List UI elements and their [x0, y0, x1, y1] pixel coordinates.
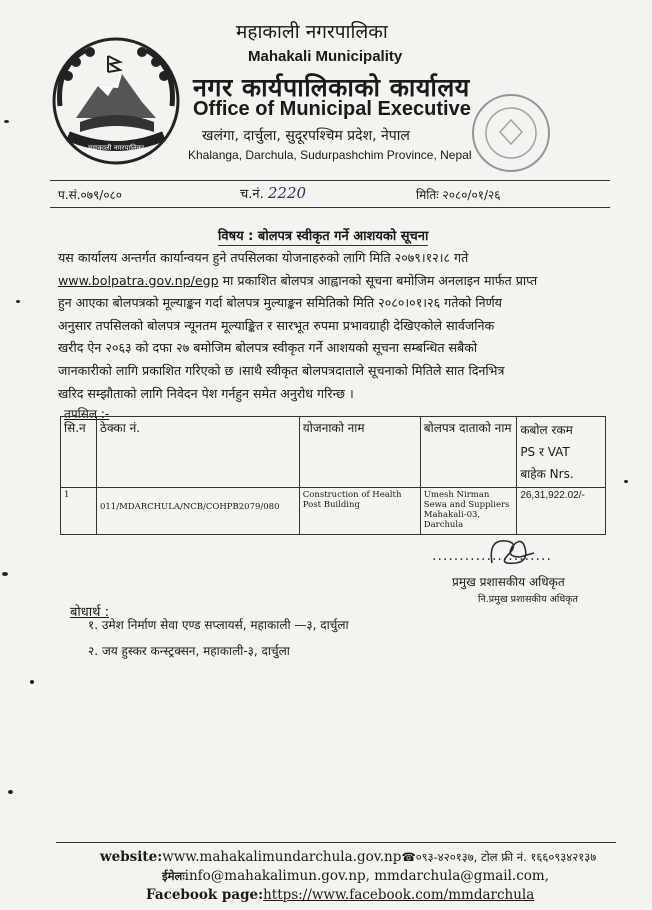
body-line: जानकारीको लागि प्रकाशित गरिएको छ ।साथै स्वीकृत बोलपत्रदाताले सूचनाको मितिले सात दिनभित्र: [58, 362, 505, 378]
signatory-title: प्रमुख प्रशासकीय अधिकृत: [452, 575, 565, 589]
scan-speck: [30, 680, 34, 684]
email-label: ईमेलः: [162, 869, 185, 883]
scan-speck: [16, 300, 20, 303]
signature-line: ......................: [432, 548, 552, 564]
address-np: खलंगा, दार्चुला, सुदूरपश्चिम प्रदेश, नेपाल: [202, 128, 410, 144]
municipality-name-np: महाकाली नगरपालिका: [236, 21, 388, 43]
municipality-emblem: [46, 36, 186, 166]
dispatch-value: 2220: [267, 184, 307, 202]
header-amount-line1: कबोल रकम: [520, 423, 573, 437]
cell-contract-no: [96, 488, 299, 535]
cell-bidder-name: Umesh Nirman Sewa and Suppliers Mahakali-03, Darchula: [420, 488, 517, 535]
footer-website: [100, 849, 596, 865]
email-value[interactable]: info@mahakalimun.gov.np, mmdarchula@gmail.com,: [184, 868, 549, 884]
details-label: तपसिल :-: [64, 407, 110, 421]
footer-email: [162, 868, 549, 884]
table-row: [61, 488, 606, 535]
facebook-link[interactable]: https://www.facebook.com/mmdarchula: [263, 887, 535, 903]
municipality-name-en: Mahakali Municipality: [248, 48, 403, 65]
facebook-label: Facebook page:: [146, 887, 264, 903]
contract-no-text: 011/MDARCHULA/NCB/COHPB2079/080: [99, 502, 280, 512]
tender-table: [60, 416, 606, 535]
cc-label: बोधार्थ :: [70, 605, 109, 620]
header-sn: सि.न: [61, 417, 97, 488]
signature-scribble: [486, 533, 538, 571]
reference-bar: [50, 180, 610, 208]
scan-speck: [2, 572, 8, 576]
website-link[interactable]: www.mahakalimundarchula.gov.np: [162, 849, 402, 865]
dispatch-number: [240, 184, 306, 202]
website-label: website:: [100, 849, 163, 865]
subject-heading: विषय : बोलपत्र स्वीकृत गर्ने आशयको सूचना: [218, 226, 428, 246]
footer-divider: [56, 842, 616, 843]
header-amount-line3: बाहेक Nrs.: [520, 467, 574, 481]
office-name-np: नगर कार्यपालिकाको कार्यालय: [193, 73, 470, 102]
scan-speck: [4, 120, 9, 123]
header-amount: [517, 417, 606, 488]
scan-speck: [8, 790, 13, 794]
cc-item: १. उमेश निर्माण सेवा एण्ड सप्लायर्स, महाकाली —३, दार्चुला: [88, 618, 349, 632]
emblem-caption: महाकाली नगरपालिका: [88, 144, 144, 152]
header-amount-line2: PS र VAT: [520, 445, 570, 459]
address-en: Khalanga, Darchula, Sudurpashchim Province, Nepal: [188, 148, 472, 162]
body-line: अनुसार तपसिलको बोलपत्र न्यूनतम मूल्याङ्कित र सारभूत रुपमा प्रभावग्राही देखिएकोले सार्वजनिक: [58, 317, 495, 333]
header-project-name: योजनाको नाम: [299, 417, 420, 488]
header-contract-no: ठेक्का नं.: [96, 417, 299, 488]
document-date: मितिः २०८०/०१/२६: [416, 188, 501, 202]
notice-body: [58, 247, 606, 405]
header-bidder-name: बोलपत्र दाताको नाम: [420, 417, 517, 488]
dispatch-label: च.नं.: [240, 187, 264, 202]
footer-facebook: [146, 887, 534, 903]
body-line: यस कार्यालय अन्तर्गत कार्यान्वयन हुने तपसिलका योजनाहरुको लागि मिति २०७९।१२।८ गते: [58, 250, 469, 265]
cell-sn: 1: [61, 488, 97, 535]
scan-speck: [624, 480, 628, 483]
body-line: खरिद सम्झौताको लागि निवेदन पेश गर्नहुन समेत अनुरोध गरिन्छ ।: [58, 385, 354, 401]
office-stamp: [470, 92, 552, 174]
body-line: [58, 270, 606, 293]
body-line: खरीद ऐन २०६३ को दफा २७ बमोजिम बोलपत्र स्वीकृत गर्ने आशयको सूचना सम्बन्धित सबैको: [58, 340, 478, 356]
footer-phone: ☎०९३-४२०१३७, टोल फ्री नं. १६६०९३४२१३७: [401, 850, 597, 864]
table-header-row: [61, 417, 606, 488]
office-name-en: Office of Municipal Executive: [193, 98, 471, 120]
cc-item: २. जय हुस्कर कन्स्ट्रक्सन, महाकाली-३, दार्चुला: [88, 644, 290, 658]
cell-amount: 26,31,922.02/-: [517, 488, 606, 535]
signatory-subtitle: नि.प्रमुख प्रशासकीय अधिकृत: [478, 594, 578, 605]
body-line: हुन आएका बोलपत्रको मूल्याङ्कन गर्दा बोलपत्र मुल्याङ्कन समितिको मिति २०८०।०१।२६ गतेको निर्णय: [58, 295, 502, 311]
bolpatra-link[interactable]: www.bolpatra.gov.np/egp: [58, 272, 219, 288]
reference-number: प.सं.०७९/०८०: [58, 188, 123, 202]
body-line-rest: मा प्रकाशित बोलपत्र आह्वानको सूचना बमोजिम अनलाइन मार्फत प्राप्त: [218, 272, 538, 288]
cell-project-name: Construction of Health Post Building: [299, 488, 420, 535]
